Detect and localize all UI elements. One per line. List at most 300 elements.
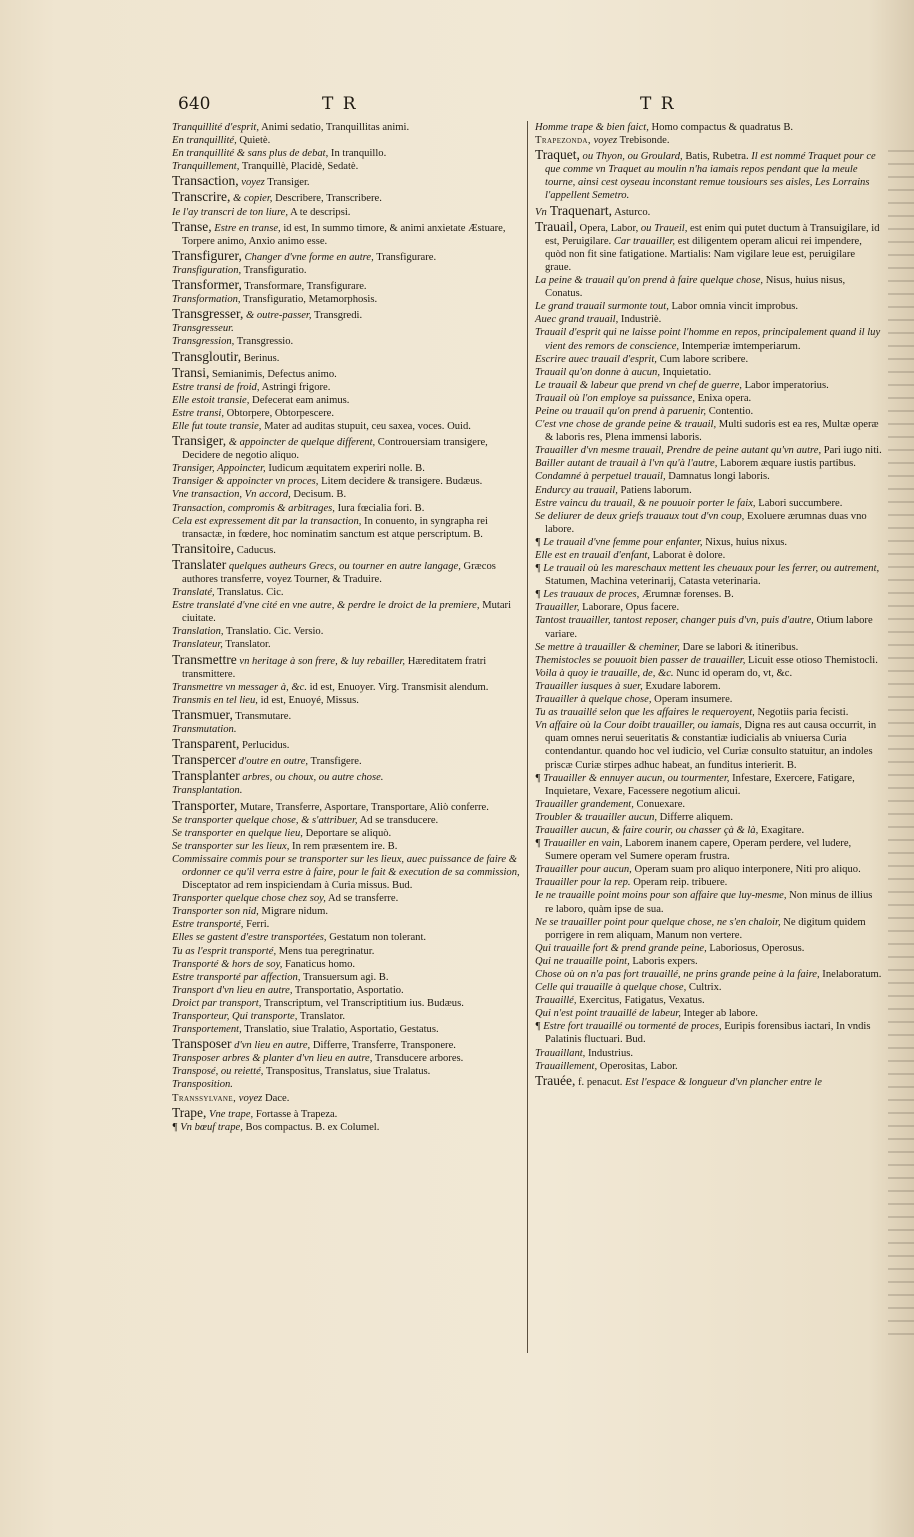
french-text: Trauailler iusques à suer,	[535, 680, 643, 692]
dictionary-entry	[172, 1092, 520, 1105]
headword-smallcaps: Transsylvane,	[172, 1092, 237, 1104]
french-text: ¶ Estre fort trauaillé ou tormenté de proces,	[535, 1021, 722, 1033]
latin-text: Ad se transferre.	[325, 893, 399, 905]
dictionary-entry	[172, 293, 520, 306]
latin-text: Dare se labori & itineribus.	[679, 641, 799, 653]
french-text: Transporter quelque chose chez soy,	[172, 893, 326, 905]
french-text: Trauailler pour la rep.	[535, 877, 631, 889]
dictionary-entry	[172, 827, 520, 840]
dictionary-entry	[172, 945, 520, 958]
headword: Transgloutir,	[172, 348, 242, 364]
dictionary-entry	[172, 277, 520, 293]
french-text: Transformation,	[172, 294, 241, 306]
latin-text: Inquietatio.	[659, 366, 712, 378]
dictionary-entry	[172, 638, 520, 651]
latin-text: Migrare nidum.	[258, 906, 328, 918]
latin-text: Transfiguratio, Metamorphosis.	[240, 294, 378, 306]
latin-text: est diligentem operam alicui rei impendere, quòd non fit sine fatigatione. Martialis: Nam vigilare leue est, peruigilare graue.	[545, 235, 862, 273]
french-text: Le grand trauail surmonte tout,	[535, 301, 669, 313]
dictionary-entry	[535, 510, 883, 536]
dictionary-entry	[172, 541, 520, 557]
dictionary-entry	[535, 1060, 883, 1073]
french-text: ¶ Le trauail où les mareschaux mettent les cheuaux pour les ferrer, ou autrement,	[535, 563, 880, 575]
dictionary-entry	[172, 121, 520, 134]
dictionary-entry	[172, 335, 520, 348]
french-text: En tranquillité,	[172, 135, 237, 147]
french-text: Condamné à perpetuel trauail,	[535, 471, 666, 483]
french-text: C'est vne chose de grande peine & trauail,	[535, 419, 717, 431]
dictionary-entry	[535, 837, 883, 863]
latin-text: Decisum. B.	[290, 489, 347, 501]
french-text: Commissaire commis pour se transporter sur les lieux, auec puissance de faire & ordonner ce qu'il verra estre à faire, pour le fait & execution de sa commission,	[172, 853, 520, 878]
french-text: Translation,	[172, 626, 224, 638]
column-divider	[527, 121, 528, 1353]
latin-text: Laborare, Opus facere.	[579, 602, 680, 614]
dictionary-entry	[535, 614, 883, 640]
headword: Transpercer	[172, 752, 236, 768]
french-text: Qui n'est point trauaillé de labeur,	[535, 1008, 681, 1020]
dictionary-entry	[172, 557, 520, 586]
dictionary-entry	[172, 1010, 520, 1023]
french-text: quelques autheurs Grecs, ou tourner en autre langage,	[226, 560, 461, 572]
french-text: Est l'espace & longueur d'vn plancher entre le	[622, 1076, 822, 1088]
dictionary-entry	[535, 772, 883, 798]
dictionary-entry	[535, 916, 883, 942]
french-text: Elle fut toute transie,	[172, 420, 262, 432]
headword: Trape,	[172, 1104, 207, 1120]
headword: Transporter,	[172, 797, 238, 813]
french-text: Trauaillé,	[535, 995, 577, 1007]
latin-text: Licuit esse otioso Themistocli.	[745, 654, 878, 666]
french-text: ou Thyon, ou Groulard,	[579, 151, 683, 163]
latin-text: Mutare, Transferre, Asportare, Transportare, Aliò conferre.	[237, 801, 489, 813]
latin-text: Labor omnia vincit improbus.	[668, 301, 799, 313]
headword: Transaction,	[172, 173, 239, 189]
latin-text: Græcos authores transferre, voyez Tourner, & Traduire.	[182, 560, 496, 585]
dictionary-entry	[172, 381, 520, 394]
dictionary-entry	[172, 515, 520, 541]
french-text: Tu as trauaillé selon que les affaires le requeroyent,	[535, 707, 755, 719]
french-text: Transporter son nid,	[172, 906, 259, 918]
latin-text: Transiger.	[264, 177, 310, 189]
dictionary-entry	[535, 274, 883, 300]
french-text: d'vn lieu en autre,	[231, 1040, 311, 1052]
dictionary-entry	[535, 706, 883, 719]
french-text: Translaté,	[172, 587, 215, 599]
latin-text: Nisus, huius nisus, Conatus.	[545, 275, 846, 300]
latin-text: Ne digitum quidem porrigere in rem aliquam, Manum non vertere.	[545, 916, 866, 941]
dictionary-entry	[535, 942, 883, 955]
latin-text: Transgredi.	[311, 310, 363, 322]
dictionary-entry	[172, 1065, 520, 1078]
french-text: Estre transporté par affection,	[172, 971, 301, 983]
latin-text: Litem decidere & transigere. Budæus.	[318, 476, 483, 488]
dictionary-entry	[535, 134, 883, 147]
french-text: Trauail qu'on donne à aucun,	[535, 366, 660, 378]
french-text: ¶ Les trauaux de proces,	[535, 589, 640, 601]
dictionary-entry	[172, 306, 520, 322]
dictionary-entry	[172, 918, 520, 931]
latin-text: Contentio.	[706, 405, 754, 417]
latin-text: Enixa opera.	[695, 392, 752, 404]
french-text: Transposer arbres & planter d'vn lieu en autre,	[172, 1053, 373, 1065]
latin-text: Transducere arbores.	[372, 1053, 464, 1065]
french-text: Estre transi,	[172, 407, 224, 419]
latin-text: Transcriptum, vel Transcriptitium ius. Budæus.	[261, 997, 464, 1009]
latin-text: Translatio. Cic. Versio.	[223, 626, 324, 638]
headword: Transitoire,	[172, 540, 235, 556]
latin-text: Ad se transducere.	[357, 814, 439, 826]
latin-text: Operam insumere.	[651, 694, 733, 706]
dictionary-entry	[535, 470, 883, 483]
french-text: ou Traueil,	[638, 222, 688, 234]
dictionary-entry	[535, 219, 883, 274]
dictionary-entry	[172, 599, 520, 625]
latin-text: Quietè.	[236, 135, 271, 147]
french-text: Transporté & hors de soy,	[172, 958, 283, 970]
latin-text: Operam suam pro aliquo interponere, Niti pro aliquo.	[631, 864, 861, 876]
french-text: Translateur,	[172, 639, 223, 651]
french-text: Estre en transe,	[211, 222, 281, 234]
dictionary-entry	[535, 203, 883, 219]
dictionary-entry	[535, 484, 883, 497]
dictionary-entry	[535, 955, 883, 968]
french-text: Qui trauaille fort & prend grande peine,	[535, 942, 707, 954]
latin-text: Iudicum æquitatem experiri nolle. B.	[265, 463, 425, 475]
latin-text: Non minus de illius re laboro, quàm ipse de sua.	[545, 890, 873, 915]
dictionary-entry	[172, 1036, 520, 1052]
french-text: Trauaillant,	[535, 1047, 586, 1059]
french-text: Escrire auec trauail d'esprit,	[535, 353, 657, 365]
dictionary-entry	[535, 693, 883, 706]
french-text: Trauail où l'on employe sa puissance,	[535, 392, 695, 404]
dictionary-entry	[535, 994, 883, 1007]
dictionary-entry	[535, 392, 883, 405]
headword: Trauail,	[535, 218, 577, 234]
french-text: Cela est expressement dit par la transaction,	[172, 515, 362, 527]
dictionary-entry	[172, 625, 520, 638]
dictionary-entry	[535, 1020, 883, 1046]
french-text: d'outre en outre,	[235, 756, 309, 768]
dictionary-entry	[172, 768, 520, 784]
french-text: Estre transporté,	[172, 919, 244, 931]
latin-text: Transgressio.	[234, 336, 294, 348]
latin-text: Controuersiam transigere, Decidere de negotio aliquo.	[182, 437, 488, 462]
dictionary-entry	[535, 798, 883, 811]
dictionary-entry	[172, 475, 520, 488]
dictionary-entry	[535, 667, 883, 680]
dictionary-entry	[535, 824, 883, 837]
dictionary-entry	[172, 723, 520, 736]
french-text: Transmettre vn messager à, &c.	[172, 681, 307, 693]
french-text: Celle qui trauaille à quelque chose,	[535, 982, 687, 994]
latin-text: Translatio, siue Tralatio, Asportatio, Gestatus.	[241, 1024, 439, 1036]
french-text: Elle est en trauail d'enfant,	[535, 550, 650, 561]
dictionary-entry	[535, 1007, 883, 1020]
french-text: Bailler autant de trauail à l'vn qu'à l'autre,	[535, 458, 718, 470]
dictionary-entry	[535, 353, 883, 366]
french-text: Transaction, compromis & arbitrages,	[172, 502, 335, 514]
latin-text: Labori succumbere.	[755, 497, 843, 509]
latin-text: Asturco.	[612, 206, 651, 218]
french-text: Voila à quoy ie trauaille, de, &c.	[535, 667, 674, 679]
latin-text: Exagitare.	[758, 824, 805, 836]
french-text: Troubler & trauailler aucun,	[535, 811, 658, 823]
french-text: Elle estoit transie,	[172, 394, 250, 406]
dictionary-entry	[172, 814, 520, 827]
latin-text: Differre, Transferre, Transponere.	[310, 1040, 456, 1052]
french-text: Ie l'ay transcri de ton liure,	[172, 206, 289, 218]
dictionary-entry	[535, 366, 883, 379]
latin-text: Tranquillè, Placidè, Sedatè.	[239, 161, 359, 173]
latin-text: Transfigere.	[308, 756, 362, 768]
latin-text: Transfiguratio.	[241, 264, 307, 276]
running-head-right: T R	[640, 94, 676, 114]
dictionary-entry	[535, 680, 883, 693]
french-text: ¶ Vn bœuf trape,	[172, 1121, 243, 1133]
latin-text: Defecerat eam animus.	[249, 394, 350, 406]
dictionary-entry	[172, 173, 520, 189]
headword: Translater	[172, 556, 227, 572]
french-text: Vn	[535, 206, 547, 218]
latin-text: Animi sedatio, Tranquillitas animi.	[259, 122, 410, 133]
latin-text: Caducus.	[234, 544, 276, 556]
headword: Transmettre	[172, 651, 237, 667]
dictionary-entry	[535, 379, 883, 392]
latin-text: Deportare se aliquò.	[302, 827, 392, 839]
latin-text: Translatus. Cic.	[214, 587, 284, 599]
latin-text: Berinus.	[241, 352, 280, 364]
french-text: Trauail d'esprit qui ne laisse point l'homme en repos, principalement quand il luy vient des remors de conscience,	[535, 327, 881, 352]
french-text: Vne transaction, Vn accord,	[172, 489, 291, 501]
latin-text: Bos compactus. B. ex Columel.	[242, 1121, 380, 1133]
french-text: Transiger, Appoincter,	[172, 463, 266, 475]
french-text: Trauailler d'vn mesme trauail, Prendre de peine autant qu'vn autre,	[535, 445, 822, 457]
latin-text: Laborem inanem capere, Operam perdere, vel ludere, Sumere operam vel Sumere operam frustra.	[545, 838, 852, 863]
left-column	[172, 121, 520, 1134]
latin-text: Transformare, Transfigurare.	[241, 281, 367, 293]
latin-text: A te descripsi.	[288, 206, 351, 218]
french-text: Transport d'vn lieu en autre,	[172, 984, 293, 996]
latin-text: Mens tua peregrinatur.	[276, 945, 375, 957]
dictionary-entry	[172, 206, 520, 219]
latin-text: Transpositus, Translatus, siue Tralatus.	[263, 1066, 431, 1078]
dictionary-entry	[535, 863, 883, 876]
headword-smallcaps: Trapezonda,	[535, 135, 591, 147]
latin-text: Intemperiæ imtemperiarum.	[679, 340, 801, 352]
running-head-left: T R	[322, 94, 358, 114]
dictionary-entry	[172, 160, 520, 173]
latin-text: Iura fœcialia fori. B.	[334, 502, 425, 514]
dictionary-entry	[535, 444, 883, 457]
french-text: Le trauail & labeur que prend vn chef de guerre,	[535, 379, 742, 391]
french-text: Transplantation.	[172, 785, 243, 797]
dictionary-entry	[172, 134, 520, 147]
french-text: voyez	[238, 177, 265, 189]
dictionary-entry	[535, 313, 883, 326]
dictionary-entry	[172, 502, 520, 515]
french-text: Transgression,	[172, 336, 235, 348]
dictionary-entry	[172, 1078, 520, 1091]
latin-text: Transuersum agi. B.	[300, 971, 389, 983]
french-text: Transportement,	[172, 1024, 242, 1036]
dictionary-entry	[172, 892, 520, 905]
latin-text: Damnatus longi laboris.	[665, 471, 770, 483]
latin-text: Laboriosus, Operosus.	[706, 942, 805, 954]
french-text: Tranquillité d'esprit,	[172, 122, 260, 133]
dictionary-entry	[172, 586, 520, 599]
page-number: 640	[178, 94, 211, 114]
french-text: Trauailler à quelque chose,	[535, 694, 652, 706]
french-text: Peine ou trauail qu'on prend à paruenir,	[535, 405, 707, 417]
french-text: arbres, ou choux, ou autre chose.	[239, 772, 384, 784]
dictionary-entry	[172, 407, 520, 420]
french-text: Transmutation.	[172, 724, 237, 736]
french-text: Qui ne trauaille point,	[535, 955, 630, 967]
latin-text: id est, Enuoyer. Virg. Transmisit alendum.	[306, 681, 489, 693]
latin-text: Otium labore variare.	[545, 615, 873, 640]
headword: Transgresser,	[172, 306, 244, 322]
dictionary-entry	[172, 840, 520, 853]
dictionary-entry	[535, 876, 883, 889]
dictionary-entry	[535, 326, 883, 352]
dictionary-entry	[535, 418, 883, 444]
french-text: Car trauailler,	[611, 235, 676, 247]
french-text: Ie ne trauaille point moins pour son affaire que luy-mesme,	[535, 890, 787, 902]
headword: Transe,	[172, 218, 212, 234]
dictionary-entry	[535, 641, 883, 654]
latin-text: Transfigurare.	[373, 251, 437, 263]
dictionary-entry	[535, 1047, 883, 1060]
dictionary-entry	[535, 549, 883, 562]
latin-text: Nunc id operam do, vt, &c.	[673, 667, 793, 679]
dictionary-entry	[172, 1023, 520, 1036]
headword: Transmuer,	[172, 706, 233, 722]
latin-text: Conuexare.	[633, 798, 686, 810]
french-text: Transmis en tel lieu,	[172, 694, 258, 706]
latin-text: id est, In summo timore, & animi anxietate Æstuare, Torpere animo, Anxio animo esse.	[182, 222, 506, 247]
dictionary-entry	[172, 752, 520, 768]
latin-text: Exercitus, Fatigatus, Vexatus.	[576, 995, 705, 1007]
french-text: Se transporter sur les lieux,	[172, 840, 290, 852]
headword: Transformer,	[172, 277, 242, 293]
dictionary-entry	[535, 588, 883, 601]
french-text: Trauailler aucun, & faire courir, ou chasser çà & là,	[535, 824, 759, 836]
french-text: Endurcy au trauail,	[535, 484, 618, 496]
dictionary-entry	[535, 536, 883, 549]
latin-text: In rem præsentem ire. B.	[289, 840, 398, 852]
latin-text: Operositas, Labor.	[597, 1060, 678, 1072]
french-text: Trauailler grandement,	[535, 798, 634, 810]
latin-text: Describere, Transcribere.	[272, 193, 382, 205]
french-text: & outre-passer,	[243, 310, 312, 322]
dictionary-entry	[535, 811, 883, 824]
dictionary-entry	[172, 681, 520, 694]
latin-text: Homo compactus & quadratus B.	[648, 122, 794, 133]
french-text: ¶ Trauailler en vain,	[535, 838, 623, 850]
dictionary-entry	[172, 997, 520, 1010]
french-text: & appoincter de quelque different,	[226, 437, 376, 449]
latin-text: Industrius.	[585, 1047, 634, 1059]
dictionary-entry	[535, 457, 883, 470]
french-text: Elles se gastent d'estre transportées,	[172, 932, 327, 944]
dictionary-entry	[172, 798, 520, 814]
latin-text: Obtorpere, Obtorpescere.	[224, 407, 335, 419]
latin-text: Industriè.	[618, 314, 662, 326]
dictionary-entry	[172, 853, 520, 892]
french-text: Estre vaincu du trauail, & ne pouuoir porter le faix,	[535, 497, 756, 509]
latin-text: Labor imperatorius.	[741, 379, 829, 391]
latin-text: Negotiis paria fecisti.	[754, 707, 849, 719]
french-text: Ne se trauailler point pour quelque chose, ne s'en chaloir,	[535, 916, 781, 928]
french-text: ¶ Le trauail d'vne femme pour enfanter,	[535, 536, 703, 548]
dictionary-entry	[172, 189, 520, 205]
french-text: Chose où on n'a pas fort trauaillé, ne prins grande peine à la faire,	[535, 969, 820, 980]
latin-text: Exoluere ærumnas duas vno labore.	[545, 510, 867, 535]
french-text: & copier,	[230, 193, 273, 205]
latin-text: Euripis forensibus iactari, In vndis Palatinis fluctuari. Bud.	[545, 1021, 871, 1046]
dictionary-entry	[172, 322, 520, 335]
headword: Transparent,	[172, 736, 240, 752]
latin-text: Perlucidus.	[239, 740, 290, 752]
latin-text: Fanaticus homo.	[282, 958, 356, 970]
french-text: Se transporter en quelque lieu,	[172, 827, 303, 839]
latin-text: Nixus, huius nixus.	[702, 536, 788, 548]
dictionary-entry	[535, 121, 883, 134]
latin-text: Batis, Rubetra.	[682, 151, 749, 163]
french-text: Transfiguration,	[172, 264, 242, 276]
french-text: Tu as l'esprit transporté,	[172, 945, 277, 957]
headword: Transfigurer,	[172, 247, 242, 263]
latin-text: Ærumnæ forenses. B.	[639, 589, 734, 601]
latin-text: Opera, Labor,	[576, 222, 639, 234]
french-text: Tranquillement,	[172, 161, 240, 173]
latin-text: Exudare laborem.	[642, 680, 721, 692]
french-text: Estre transi de froid,	[172, 381, 260, 393]
latin-text: Pari iugo niti.	[821, 445, 882, 457]
dictionary-entry	[172, 1105, 520, 1121]
latin-text: Cum labore scribere.	[656, 353, 749, 365]
dictionary-entry	[172, 264, 520, 277]
running-header	[0, 94, 914, 120]
dictionary-entry	[172, 652, 520, 681]
latin-text: Integer ab labore.	[680, 1008, 758, 1020]
dictionary-entry	[535, 601, 883, 614]
french-text: Transposé, ou reietté,	[172, 1066, 264, 1078]
dictionary-entry	[172, 248, 520, 264]
dictionary-entry	[172, 984, 520, 997]
french-text: Vn affaire où la Cour doibt trauailler, ou iamais,	[535, 720, 742, 732]
french-text: Auec grand trauail,	[535, 314, 619, 326]
dictionary-entry	[172, 365, 520, 381]
dictionary-entry	[172, 219, 520, 248]
latin-text: Digna res aut causa occurrit, in quam omnes nerui seueritatis & constantiæ iudicialis ab vniuersa Curia contendantur. quando hoc vel iudicio, vel Curiæ consulto statuitur, an indoles priscæ Curiæ stirpes adhuc habeat, an funditus interierit. B.	[545, 720, 877, 771]
dictionary-entry	[535, 1073, 883, 1089]
french-text: Transgresseur.	[172, 323, 234, 335]
dictionary-entry	[535, 654, 883, 667]
french-text: Trauailler,	[535, 602, 580, 614]
dictionary-entry	[172, 433, 520, 462]
french-text: Trauaillement,	[535, 1060, 598, 1072]
dictionary-entry	[172, 958, 520, 971]
headword: Transi,	[172, 364, 210, 380]
latin-text: f. penacut.	[575, 1076, 623, 1088]
latin-text: Semianimis, Defectus animo.	[209, 368, 337, 380]
latin-text: In tranquillo.	[328, 148, 387, 160]
french-text: Transposition.	[172, 1079, 233, 1091]
latin-text: Fortasse à Trapeza.	[253, 1108, 338, 1120]
dictionary-entry	[172, 1052, 520, 1065]
